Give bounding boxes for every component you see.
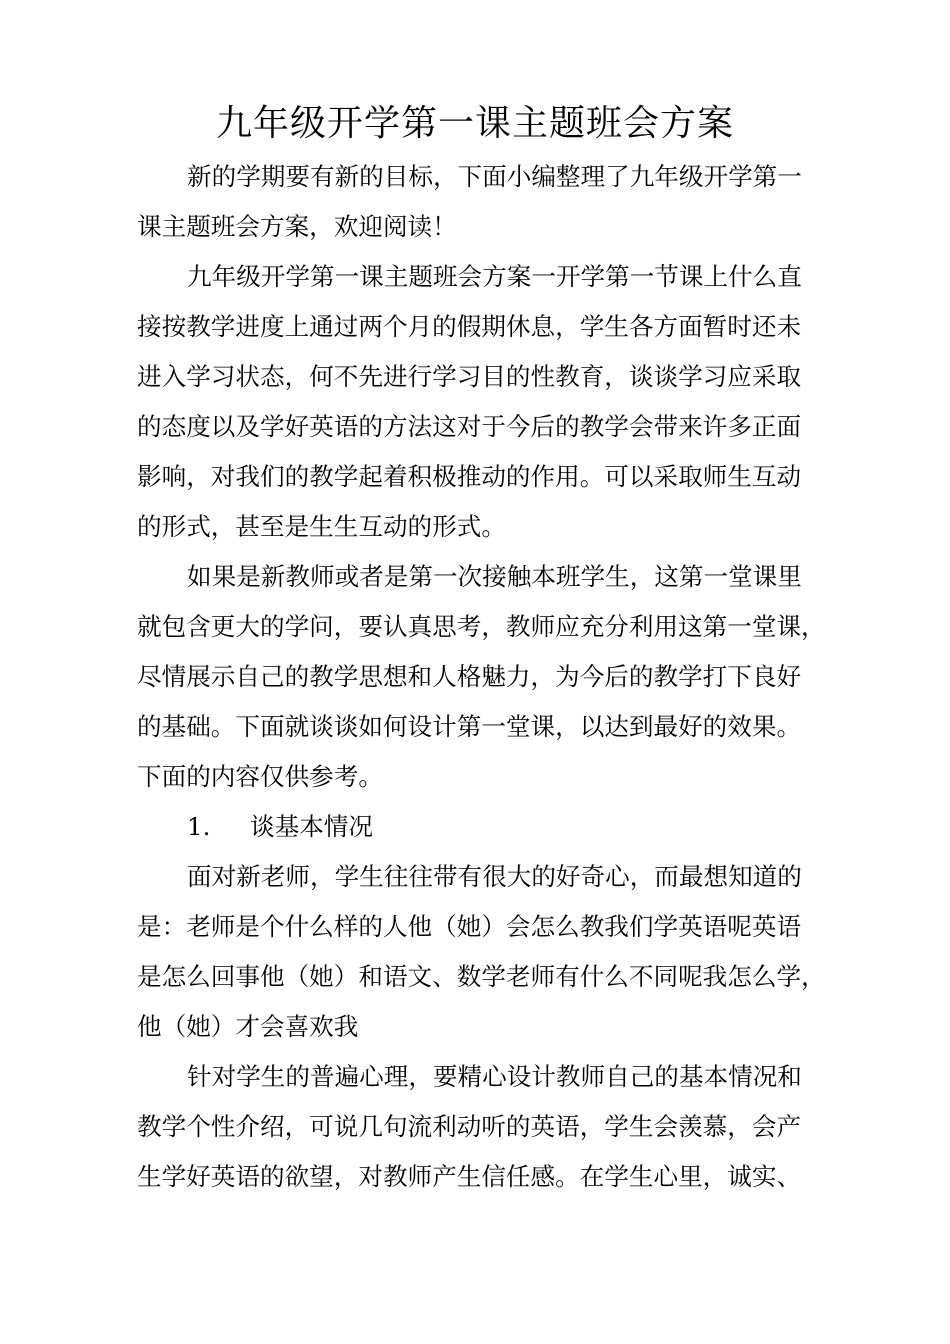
list-item-number: 1. bbox=[187, 812, 211, 841]
paragraph-line: 他（她）才会喜欢我 bbox=[137, 1012, 359, 1041]
paragraph-intro bbox=[137, 152, 827, 252]
paragraph-line: 尽情展示自己的教学思想和人格魅力，为今后的教学打下良好 bbox=[137, 662, 802, 691]
paragraph-line: 如果是新教师或者是第一次接触本班学生，这第一堂课里 bbox=[187, 562, 802, 591]
paragraph-line: 新的学期要有新的目标，下面小编整理了九年级开学第一 bbox=[187, 162, 802, 191]
document-body bbox=[137, 152, 827, 1202]
paragraph-line: 下面的内容仅供参考。 bbox=[137, 762, 383, 791]
paragraph-line: 的形式，甚至是生生互动的形式。 bbox=[137, 512, 506, 541]
document-title: 九年级开学第一课主题班会方案 bbox=[215, 103, 734, 144]
paragraph-line: 教学个性介绍，可说几句流利动听的英语，学生会羡慕，会产 bbox=[137, 1112, 802, 1141]
paragraph-line: 就包含更大的学问，要认真思考，教师应充分利用这第一堂课， bbox=[137, 612, 826, 641]
list-item-text: 谈基本情况 bbox=[250, 812, 373, 841]
paragraph-plan-one bbox=[137, 252, 827, 552]
paragraph-line: 课主题班会方案，欢迎阅读！ bbox=[137, 212, 457, 241]
paragraph-line: 影响，对我们的教学起着积极推动的作用。可以采取师生互动 bbox=[137, 462, 802, 491]
paragraph-line: 是怎么回事他（她）和语文、数学老师有什么不同呢我怎么学， bbox=[137, 962, 826, 991]
paragraph-line: 九年级开学第一课主题班会方案一开学第一节课上什么直 bbox=[187, 262, 802, 291]
paragraph-psychology bbox=[137, 1052, 827, 1202]
paragraph-line: 面对新老师，学生往往带有很大的好奇心，而最想知道的 bbox=[187, 862, 802, 891]
paragraph-line: 接按教学进度上通过两个月的假期休息，学生各方面暂时还未 bbox=[137, 312, 802, 341]
paragraph-line: 是：老师是个什么样的人他（她）会怎么教我们学英语呢英语 bbox=[137, 912, 802, 941]
paragraph-line: 生学好英语的欲望，对教师产生信任感。在学生心里，诚实、 bbox=[137, 1162, 802, 1191]
paragraph-curiosity bbox=[137, 852, 827, 1052]
paragraph-new-teacher bbox=[137, 552, 827, 802]
paragraph-line: 的基础。下面就谈谈如何设计第一堂课，以达到最好的效果。 bbox=[137, 712, 802, 741]
paragraph-line: 针对学生的普遍心理，要精心设计教师自己的基本情况和 bbox=[187, 1062, 802, 1091]
paragraph-line: 进入学习状态，何不先进行学习目的性教育，谈谈学习应采取 bbox=[137, 362, 802, 391]
paragraph-line: 的态度以及学好英语的方法这对于今后的教学会带来许多正面 bbox=[137, 412, 802, 441]
list-item bbox=[137, 802, 827, 852]
